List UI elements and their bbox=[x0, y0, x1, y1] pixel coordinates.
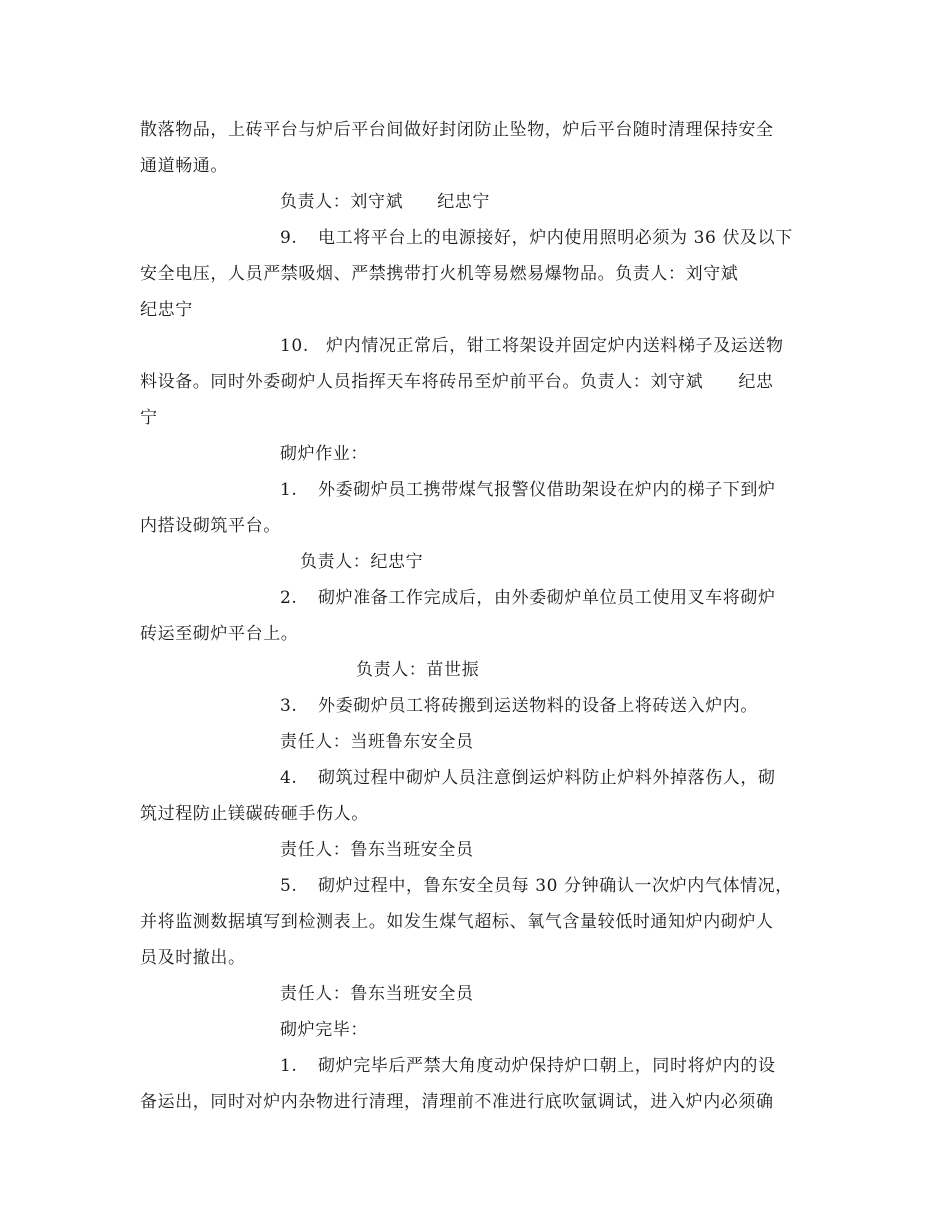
text-line: 散落物品，上砖平台与炉后平台间做好封闭防止坠物，炉后平台随时清理保持安全 bbox=[140, 120, 774, 140]
responsible-line: 责任人：当班鲁东安全员 bbox=[280, 732, 474, 752]
text-line: 筑过程防止镁碳砖砸手伤人。 bbox=[140, 804, 369, 824]
item-5: 5. 砌炉过程中，鲁东安全员每 30 分钟确认一次炉内气体情况， bbox=[280, 876, 793, 896]
responsible-line: 负责人：苗世振 bbox=[356, 660, 480, 680]
text-line: 纪忠宁 bbox=[140, 300, 193, 320]
responsible-line: 责任人：鲁东当班安全员 bbox=[280, 984, 474, 1004]
item-10: 10. 炉内情况正常后，钳工将架设并固定炉内送料梯子及运送物 bbox=[280, 336, 784, 356]
text-line: 砖运至砌炉平台上。 bbox=[140, 624, 299, 644]
text-line: 料设备。同时外委砌炉人员指挥天车将砖吊至炉前平台。负责人：刘守斌 纪忠 bbox=[140, 372, 774, 392]
text-line: 并将监测数据填写到检测表上。如发生煤气超标、氧气含量较低时通知炉内砌炉人 bbox=[140, 912, 774, 932]
item-1: 1. 外委砌炉员工携带煤气报警仪借助架设在炉内的梯子下到炉 bbox=[280, 480, 776, 500]
text-line: 备运出，同时对炉内杂物进行清理，清理前不准进行底吹氩调试，进入炉内必须确 bbox=[140, 1092, 774, 1112]
responsible-line: 负责人：刘守斌 纪忠宁 bbox=[280, 192, 491, 212]
item-1: 1. 砌炉完毕后严禁大角度动炉保持炉口朝上，同时将炉内的设 bbox=[280, 1056, 776, 1076]
responsible-line: 责任人：鲁东当班安全员 bbox=[280, 840, 474, 860]
item-9: 9. 电工将平台上的电源接好，炉内使用照明必须为 36 伏及以下 bbox=[280, 228, 793, 248]
responsible-line: 负责人：纪忠宁 bbox=[300, 552, 424, 572]
text-line: 员及时撤出。 bbox=[140, 948, 246, 968]
text-line: 安全电压，人员严禁吸烟、严禁携带打火机等易燃易爆物品。负责人：刘守斌 bbox=[140, 264, 739, 284]
item-4: 4. 砌筑过程中砌炉人员注意倒运炉料防止炉料外掉落伤人，砌 bbox=[280, 768, 776, 788]
item-2: 2. 砌炉准备工作完成后，由外委砌炉单位员工使用叉车将砌炉 bbox=[280, 588, 776, 608]
text-line: 内搭设砌筑平台。 bbox=[140, 516, 281, 536]
text-line: 通道畅通。 bbox=[140, 156, 228, 176]
section-heading: 砌炉作业： bbox=[280, 444, 368, 464]
item-3: 3. 外委砌炉员工将砖搬到运送物料的设备上将砖送入炉内。 bbox=[280, 696, 758, 716]
section-heading: 砌炉完毕： bbox=[280, 1020, 368, 1040]
text-line: 宁 bbox=[140, 408, 158, 428]
